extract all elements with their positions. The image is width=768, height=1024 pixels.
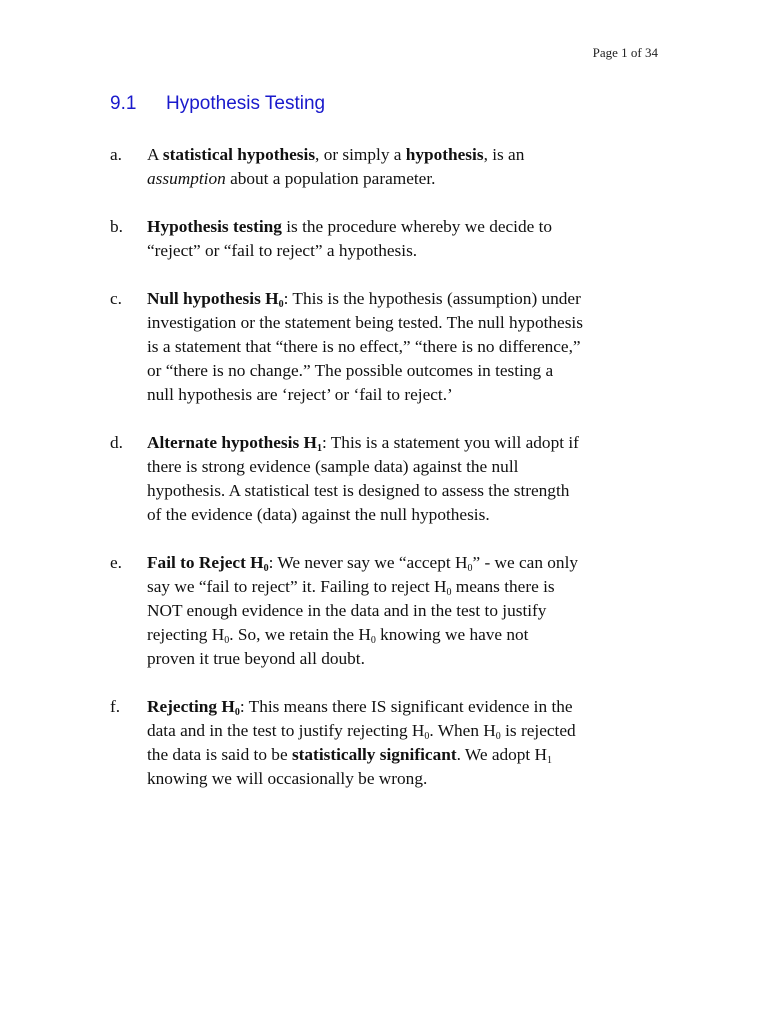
item-text: ” - we can only (472, 553, 579, 572)
subscript: 0 (495, 731, 501, 742)
item-line: investigation or the statement being tested. The null hypothesis (147, 313, 583, 332)
item-line: hypothesis. A statistical test is designed to assess the strength (147, 481, 570, 500)
item-line: “reject” or “fail to reject” a hypothesis. (147, 241, 418, 260)
term-rejecting (147, 697, 240, 716)
term-text: Rejecting H (147, 697, 235, 716)
item-text: : We never say we “accept H (268, 553, 468, 572)
subscript: 0 (446, 587, 452, 598)
item-line (147, 215, 670, 239)
subscript: 0 (424, 731, 430, 742)
item-letter: b. (110, 217, 123, 236)
item-line (147, 743, 670, 767)
item-line: proven it true beyond all doubt. (147, 649, 365, 668)
subscript: 0 (467, 563, 473, 574)
item-text: : This is the hypothesis (assumption) under (283, 289, 581, 308)
item-text: , or simply a (315, 145, 406, 164)
item-line (147, 287, 670, 311)
term-null-hypothesis (147, 289, 284, 308)
item-line: knowing we will occasionally be wrong. (147, 769, 428, 788)
item-line (147, 575, 670, 599)
section-number: 9.1 (110, 93, 137, 114)
item-line (147, 719, 670, 743)
list-item-c (110, 287, 670, 407)
term-fail-to-reject (147, 553, 269, 572)
item-line: NOT enough evidence in the data and in the test to justify (147, 601, 547, 620)
section-heading (110, 93, 325, 115)
item-text: . When H (429, 721, 496, 740)
term-text: Null hypothesis H (147, 289, 279, 308)
subscript: 0 (224, 635, 230, 646)
list-item-a (110, 143, 670, 191)
item-text: knowing we have not (375, 625, 529, 644)
item-text: say we “fail to reject” it. Failing to reject H (147, 577, 447, 596)
item-text: : This is a statement you will adopt if (321, 433, 579, 452)
term-text: Fail to Reject H (147, 553, 264, 572)
item-body (147, 551, 670, 671)
term-hypothesis-testing: Hypothesis testing (147, 217, 282, 236)
item-body (147, 695, 670, 791)
definition-list (110, 143, 670, 815)
item-letter: e. (110, 553, 122, 572)
list-item-e (110, 551, 670, 671)
item-text: the data is said to be (147, 745, 292, 764)
item-body (147, 143, 670, 191)
item-body (147, 431, 670, 527)
item-text: rejecting H (147, 625, 225, 644)
item-text: means there is (451, 577, 555, 596)
item-text: . So, we retain the H (229, 625, 371, 644)
subscript: 0 (370, 635, 376, 646)
item-text: A (147, 145, 163, 164)
subscript: 0 (263, 563, 269, 574)
item-line (147, 143, 670, 167)
item-line (147, 431, 670, 455)
subscript: 1 (316, 443, 322, 454)
term-assumption: assumption (147, 169, 226, 188)
item-text: data and in the test to justify rejecting H (147, 721, 425, 740)
item-text: , is an (483, 145, 525, 164)
item-body (147, 215, 670, 263)
subscript: 1 (547, 755, 553, 766)
term-text: Alternate hypothesis H (147, 433, 317, 452)
item-text: . We adopt H (456, 745, 548, 764)
item-line: null hypothesis are ‘reject’ or ‘fail to reject.’ (147, 385, 453, 404)
item-letter: d. (110, 433, 123, 452)
item-letter: a. (110, 145, 122, 164)
item-text: is the procedure whereby we decide to (281, 217, 553, 236)
list-item-f (110, 695, 670, 791)
item-letter: f. (110, 697, 121, 716)
item-text: about a population parameter. (225, 169, 436, 188)
item-line (147, 623, 670, 647)
item-line (147, 695, 670, 719)
item-line: there is strong evidence (sample data) against the null (147, 457, 519, 476)
item-line: is a statement that “there is no effect,” “there is no difference,” (147, 337, 581, 356)
item-text: is rejected (500, 721, 576, 740)
term-statistical-hypothesis: statistical hypothesis (162, 145, 316, 164)
item-line (147, 167, 670, 191)
subscript: 0 (234, 707, 240, 718)
item-body (147, 287, 670, 407)
item-text: : This means there IS significant evidence in the (239, 697, 573, 716)
term-hypothesis: hypothesis (405, 145, 484, 164)
term-statistically-significant: statistically significant (291, 745, 457, 764)
page-number: Page 1 of 34 (592, 45, 658, 60)
list-item-d (110, 431, 670, 527)
item-line (147, 551, 670, 575)
item-line: of the evidence (data) against the null hypothesis. (147, 505, 490, 524)
subscript: 0 (278, 299, 284, 310)
term-alternate-hypothesis (147, 433, 322, 452)
item-letter: c. (110, 289, 122, 308)
list-item-b (110, 215, 670, 263)
section-title: Hypothesis Testing (166, 93, 326, 114)
item-line: or “there is no change.” The possible outcomes in testing a (147, 361, 554, 380)
